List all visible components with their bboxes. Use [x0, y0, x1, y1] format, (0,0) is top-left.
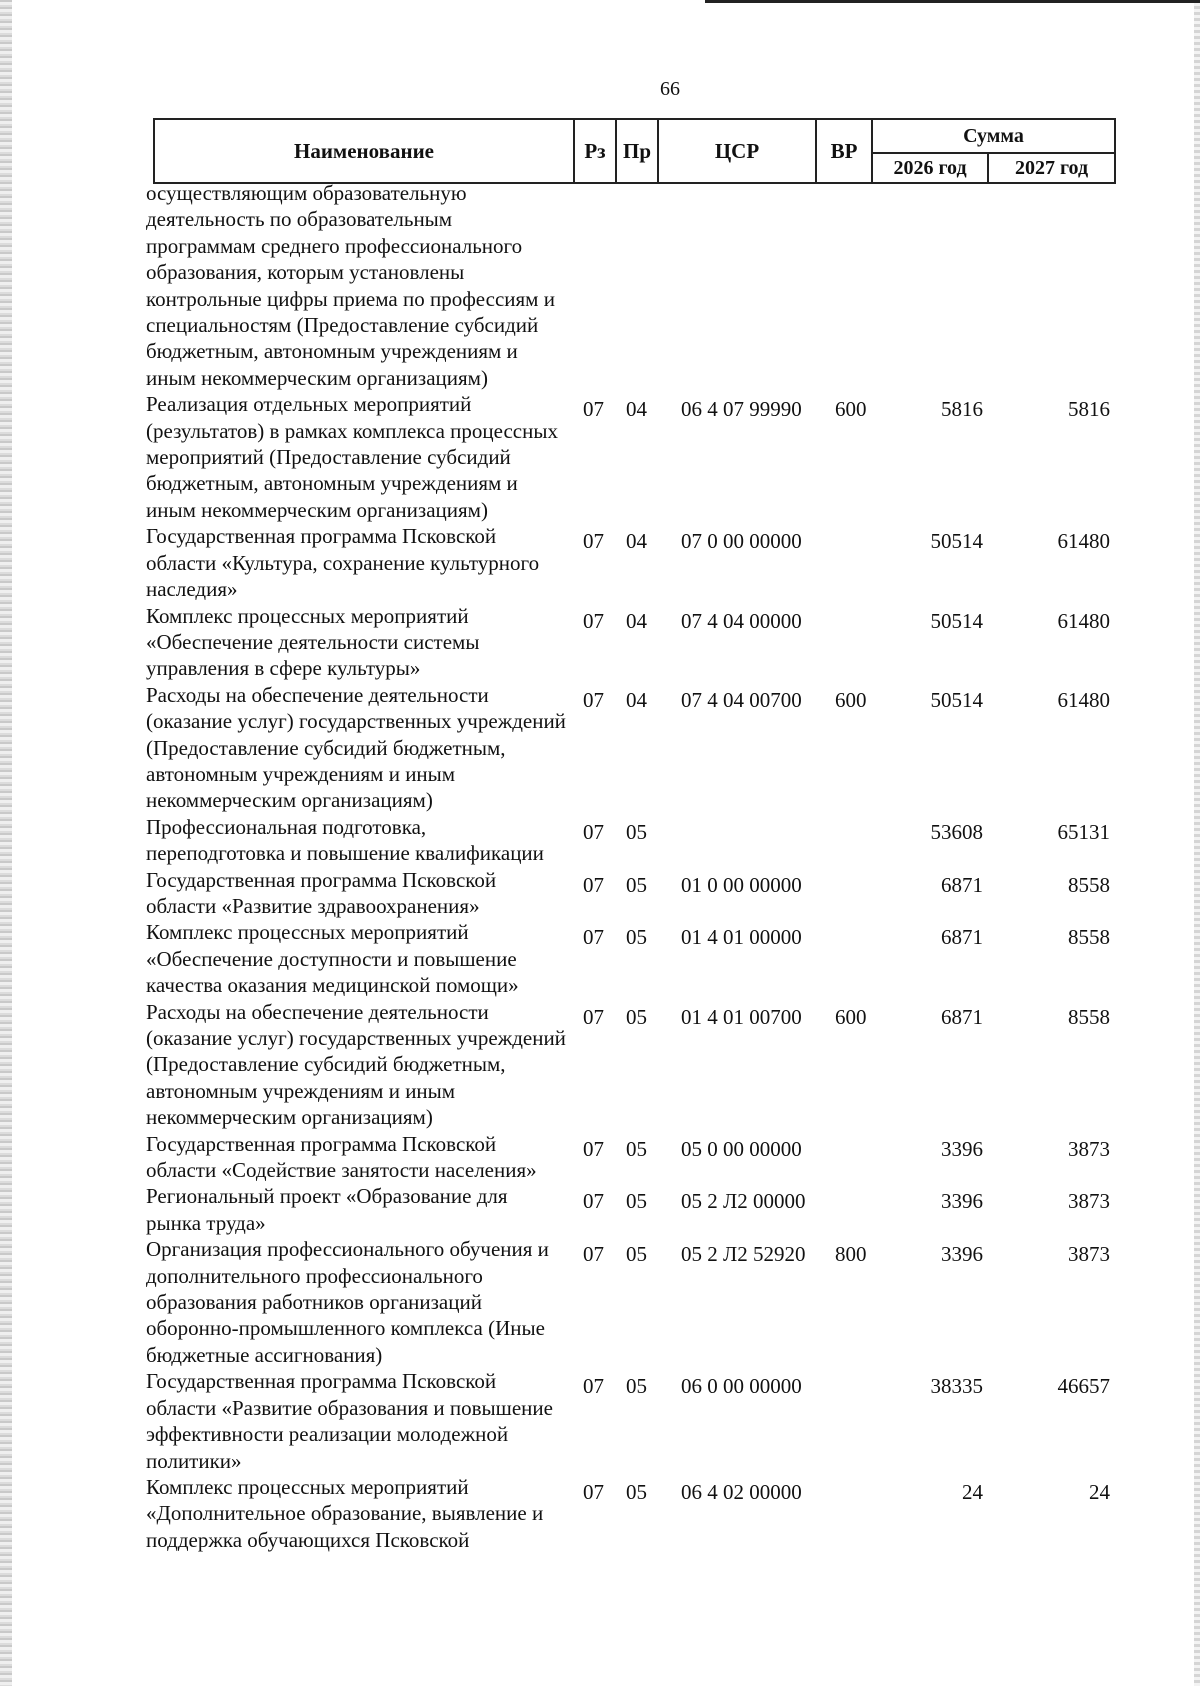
table-row	[0, 523, 1200, 602]
row-pr: 05	[626, 872, 647, 897]
row-csr: 05 2 Л2 52920	[681, 1242, 806, 1267]
row-vr: 600	[835, 397, 867, 422]
row-name: Профессиональная подготовка, переподготовка и повышение квалификации	[146, 814, 544, 866]
row-pr: 05	[626, 1136, 647, 1161]
row-sum-2027: 61480	[1057, 687, 1110, 712]
table-row	[0, 1131, 1200, 1184]
row-csr: 07 0 00 00000	[681, 529, 802, 554]
row-sum-2027: 8558	[1068, 925, 1110, 950]
row-pr: 05	[626, 1004, 647, 1029]
row-csr: 06 4 07 99990	[681, 397, 802, 422]
top-rule	[705, 0, 1200, 3]
row-rz: 07	[583, 397, 604, 422]
header-sum: Сумма	[963, 124, 1024, 147]
row-sum-2026: 3396	[941, 1136, 983, 1161]
table-row	[0, 999, 1200, 1131]
table-row	[0, 814, 1200, 867]
row-sum-2026: 6871	[941, 872, 983, 897]
row-pr: 05	[626, 819, 647, 844]
header-csr: ЦСР	[714, 138, 760, 163]
row-pr: 05	[626, 1374, 647, 1399]
row-sum-2026: 50514	[930, 687, 983, 712]
row-rz: 07	[583, 529, 604, 554]
row-csr: 06 0 00 00000	[681, 1374, 802, 1399]
row-sum-2026: 53608	[930, 819, 983, 844]
row-sum-2026: 5816	[941, 397, 983, 422]
table-row	[0, 1368, 1200, 1474]
row-sum-2027: 24	[1089, 1479, 1110, 1504]
row-sum-2027: 61480	[1057, 529, 1110, 554]
table-row	[0, 391, 1200, 523]
row-name: Реализация отдельных мероприятий (результатов) в рамках комплекса процессных мероприятий (Предоставление субсидий бюджетным, автономным учреждениям и иным некоммерческим организациям)	[146, 392, 558, 522]
row-sum-2027: 61480	[1057, 608, 1110, 633]
table-row	[0, 1474, 1200, 1553]
row-csr: 01 0 00 00000	[681, 872, 802, 897]
row-pr: 04	[626, 687, 647, 712]
row-csr: 06 4 02 00000	[681, 1479, 802, 1504]
row-sum-2027: 46657	[1057, 1374, 1110, 1399]
row-name: Государственная программа Псковской области «Развитие здравоохранения»	[146, 867, 497, 918]
row-sum-2027: 3873	[1068, 1136, 1110, 1161]
header-2027: 2027 год	[1014, 156, 1089, 179]
table-row	[0, 1183, 1200, 1236]
row-rz: 07	[583, 1004, 604, 1029]
header-pr: Пр	[622, 138, 651, 163]
row-vr: 600	[835, 1004, 867, 1029]
table-row	[0, 682, 1200, 814]
row-vr: 800	[835, 1242, 867, 1267]
row-sum-2027: 65131	[1057, 819, 1110, 844]
row-vr: 600	[835, 687, 867, 712]
row-sum-2026: 3396	[941, 1189, 983, 1214]
row-csr: 07 4 04 00000	[681, 608, 802, 633]
table-row	[0, 603, 1200, 682]
row-sum-2027: 8558	[1068, 1004, 1110, 1029]
row-pr: 04	[626, 608, 647, 633]
row-csr: 01 4 01 00000	[681, 925, 802, 950]
row-pr: 04	[626, 529, 647, 554]
row-sum-2027: 3873	[1068, 1242, 1110, 1267]
row-pr: 05	[626, 925, 647, 950]
header-vr: ВР	[830, 138, 858, 163]
row-sum-2026: 6871	[941, 1004, 983, 1029]
row-csr: 07 4 04 00700	[681, 687, 802, 712]
row-rz: 07	[583, 687, 604, 712]
header-name: Наименование	[294, 138, 434, 163]
row-sum-2026: 6871	[941, 925, 983, 950]
row-rz: 07	[583, 608, 604, 633]
row-name: Государственная программа Псковской области «Культура, сохранение культурного наследия»	[146, 524, 540, 602]
page-number: 66	[660, 78, 680, 100]
row-pr: 04	[626, 397, 647, 422]
row-name: Государственная программа Псковской области «Развитие образования и повышение эффективности реализации молодежной политики»	[146, 1369, 553, 1473]
row-pr: 05	[626, 1189, 647, 1214]
row-rz: 07	[583, 872, 604, 897]
row-rz: 07	[583, 1189, 604, 1214]
row-rz: 07	[583, 1479, 604, 1504]
header-2026: 2026 год	[893, 156, 967, 179]
row-sum-2026: 50514	[930, 608, 983, 633]
row-name: Организация профессионального обучения и дополнительного профессионального образования работников организаций оборонно-промышленного комплекса (Иные бюджетные ассигнования)	[146, 1237, 549, 1367]
row-name: осуществляющим образовательную деятельность по образовательным программам среднего профессионального образования, которым установлены контрольные цифры приема по профессиям и специальностям (Предоставление субсидий бюджетным, автономным учреждениям и иным некоммерческим организациям)	[146, 181, 555, 390]
row-name: Государственная программа Псковской области «Содействие занятости населения»	[146, 1131, 537, 1183]
row-rz: 07	[583, 1242, 604, 1267]
row-csr: 05 0 00 00000	[681, 1136, 802, 1161]
row-sum-2026: 38335	[930, 1374, 983, 1399]
row-rz: 07	[583, 819, 604, 844]
row-rz: 07	[583, 1136, 604, 1161]
row-sum-2026: 3396	[941, 1242, 983, 1267]
row-csr: 01 4 01 00700	[681, 1004, 802, 1029]
table-body	[0, 180, 1200, 1553]
header-rz: Рз	[584, 138, 606, 163]
row-sum-2027: 3873	[1068, 1189, 1110, 1214]
table-row	[0, 1236, 1200, 1368]
row-pr: 05	[626, 1242, 647, 1267]
row-sum-2026: 24	[962, 1479, 983, 1504]
row-sum-2026: 50514	[930, 529, 983, 554]
row-sum-2027: 8558	[1068, 872, 1110, 897]
table-row	[0, 867, 1200, 920]
row-pr: 05	[626, 1479, 647, 1504]
row-name: Комплекс процессных мероприятий «Обеспечение доступности и повышение качества оказания медицинской помощи»	[146, 920, 519, 998]
row-name: Расходы на обеспечение деятельности (оказание услуг) государственных учреждений (Предоставление субсидий бюджетным, автономным учреждениям и иным некоммерческим организациям)	[146, 999, 566, 1130]
table-row	[0, 919, 1200, 998]
table-row	[0, 180, 1200, 391]
row-sum-2027: 5816	[1068, 397, 1110, 422]
row-name: Комплекс процессных мероприятий «Дополнительное образование, выявление и поддержка обучающихся Псковской	[146, 1474, 544, 1552]
row-rz: 07	[583, 925, 604, 950]
row-rz: 07	[583, 1374, 604, 1399]
table-header	[153, 118, 1116, 184]
row-name: Региональный проект «Образование для рынка труда»	[146, 1184, 508, 1235]
row-name: Расходы на обеспечение деятельности (оказание услуг) государственных учреждений (Предоставление субсидий бюджетным, автономным учреждениям и иным некоммерческим организациям)	[146, 682, 566, 813]
row-name: Комплекс процессных мероприятий «Обеспечение деятельности системы управления в сфере культуры»	[146, 603, 480, 681]
row-csr: 05 2 Л2 00000	[681, 1189, 806, 1214]
